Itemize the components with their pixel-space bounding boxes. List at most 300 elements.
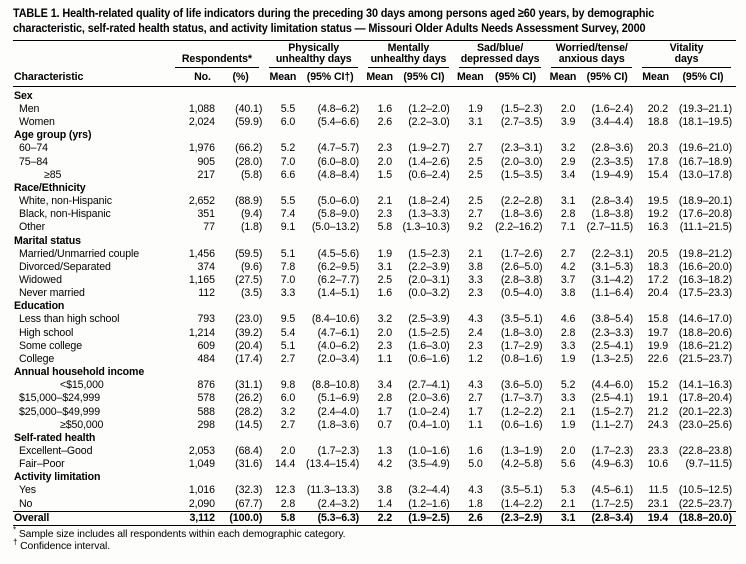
no-cell: 1,214 (188, 326, 215, 339)
mean-header: Mean (454, 68, 485, 87)
row-label: Overall (13, 511, 170, 525)
row-label: Other (19, 221, 45, 234)
footnote-marker: * (13, 525, 17, 535)
mean-cell: 22.6 (647, 352, 668, 365)
table-row (13, 445, 736, 458)
mean-cell: 5.3 (560, 484, 576, 497)
mean-cell: 19.7 (647, 326, 668, 339)
ci-cell: (4.8–6.2) (317, 102, 360, 115)
sub-header-row (13, 68, 736, 87)
ci-cell: (4.5–5.6) (317, 247, 360, 260)
mean-cell: 9.1 (280, 221, 296, 234)
ci-cell: (6.2–9.5) (317, 260, 360, 273)
mean-cell: 3.1 (546, 511, 577, 525)
mean-cell: 2.8 (280, 497, 296, 510)
no-cell: 588 (197, 405, 215, 418)
table-row (13, 313, 736, 326)
ci-cell: (1.0–1.6) (408, 445, 450, 457)
mean-cell: 7.0 (280, 273, 296, 286)
table-row (13, 261, 736, 274)
ci-cell: (21.5–23.7) (678, 352, 732, 365)
col-group-respondents (170, 43, 265, 68)
ci-cell: (1.5–2.3) (408, 247, 450, 260)
mean-cell: 1.6 (468, 445, 483, 457)
mean-cell: 5.0 (468, 458, 483, 471)
ci-cell: (3.5–4.9) (408, 458, 450, 471)
mean-cell: 10.6 (647, 458, 668, 471)
col-group-physically-unhealthy-days: Physically unhealthy days (264, 43, 363, 68)
ci-cell: (1.1–2.7) (591, 418, 634, 431)
ci-cell: (4.2–5.8) (500, 458, 543, 471)
no-cell: 77 (203, 221, 215, 234)
table-row (13, 484, 736, 497)
no-cell: 2,652 (188, 195, 215, 208)
table-title-line-2: characteristic, self-rated health status, and activity limitation status — Missouri Older Adults Needs Assessment Survey, 2000 (13, 20, 646, 35)
mean-cell: 2.9 (560, 155, 576, 168)
ci-cell: (1.7–2.6) (500, 247, 543, 260)
mean-cell: 14.4 (274, 458, 296, 471)
no-cell: 1,016 (188, 484, 215, 497)
mean-cell: 23.1 (647, 497, 668, 510)
pct-cell: (67.7) (235, 497, 263, 510)
ci-cell: (0.8–1.6) (500, 352, 543, 365)
mean-cell: 3.4 (560, 168, 576, 181)
hrqol-indicators-table (13, 43, 736, 526)
mean-cell: 2.5 (468, 195, 483, 208)
row-label: Less than high school (19, 313, 120, 326)
mean-cell: 3.3 (280, 287, 296, 300)
ci-cell: (0.0–3.2) (408, 287, 450, 300)
row-label: College (19, 352, 55, 365)
col-group-label: Sad/blue/ (476, 41, 524, 54)
section-label: Sex (14, 89, 33, 102)
ci-cell: (2.3–2.9) (485, 511, 547, 525)
mean-cell: 5.1 (280, 247, 296, 260)
ci-cell: (22.5–23.7) (678, 497, 732, 510)
table-row (13, 195, 736, 208)
no-cell: 1,165 (188, 273, 215, 286)
no-cell: 609 (197, 339, 215, 352)
ci-cell: (16.6–20.0) (678, 260, 732, 273)
table-title (13, 6, 736, 36)
mean-cell: 2.3 (468, 339, 483, 352)
row-label: <$15,000 (60, 379, 104, 392)
row-label: Fair–Poor (19, 458, 65, 471)
mean-header: Mean (363, 68, 394, 87)
mean-cell: 3.8 (560, 287, 576, 300)
no-cell: 298 (197, 418, 215, 431)
ci-cell: (16.7–18.9) (678, 155, 732, 168)
col-group-label: Vitality (669, 41, 704, 54)
mean-cell: 2.5 (468, 168, 483, 181)
characteristic-header: Characteristic (13, 68, 170, 87)
row-label: Some college (19, 339, 82, 352)
mean-cell: 6.0 (280, 116, 296, 129)
mean-cell: 12.3 (274, 484, 296, 497)
no-cell: 112 (198, 287, 215, 300)
table-row (13, 406, 736, 419)
mean-cell: 2.7 (280, 418, 296, 431)
footnote-confidence-interval (13, 537, 736, 553)
ci-header: (95% CI) (577, 68, 637, 87)
no-cell: 578 (197, 392, 215, 405)
ci-cell: (17.6–20.8) (678, 208, 732, 221)
ci-cell: (3.5–5.1) (500, 484, 543, 497)
ci-cell: (1.2–1.6) (408, 497, 450, 510)
mean-cell: 4.2 (377, 458, 393, 471)
ci-cell: (6.0–8.0) (317, 155, 360, 168)
row-label: White, non-Hispanic (19, 195, 112, 208)
section-row (13, 182, 736, 195)
table-row (13, 327, 736, 340)
no-cell: 1,049 (188, 458, 215, 471)
mean-cell: 3.2 (560, 142, 576, 155)
ci-cell: (3.2–4.4) (408, 484, 450, 497)
mean-cell: 1.5 (377, 168, 393, 181)
ci-cell: (5.0–13.2) (311, 221, 360, 234)
mean-cell: 1.1 (377, 352, 393, 365)
ci-cell: (1.7–2.9) (500, 339, 543, 352)
pct-cell: (88.9) (235, 195, 263, 208)
section-label: Self-rated health (14, 431, 96, 444)
mean-cell: 2.3 (377, 142, 393, 155)
pct-cell: (59.9) (235, 116, 263, 129)
table-title-line-1: TABLE 1. Health-related quality of life indicators during the preceding 30 days among persons aged ≥60 years, by demographic (13, 6, 655, 20)
table-row (13, 274, 736, 287)
pct-cell: (100.0) (217, 511, 264, 525)
mean-cell: 3.9 (560, 116, 576, 129)
mean-cell: 4.3 (468, 379, 483, 392)
mean-cell: 3.7 (560, 273, 576, 286)
table-row (13, 116, 736, 129)
section-label: Age group (yrs) (14, 129, 92, 142)
ci-cell: (1.9–2.7) (408, 142, 450, 155)
ci-cell: (2.5–3.9) (408, 313, 450, 326)
ci-cell: (20.1–22.3) (678, 405, 732, 418)
col-group-mentally-unhealthy-days: Mentally unhealthy days (363, 43, 454, 68)
mean-cell: 2.4 (468, 326, 483, 339)
ci-cell: (1.4–2.6) (408, 155, 450, 168)
mean-cell: 7.0 (280, 155, 296, 168)
mean-cell: 2.8 (560, 208, 576, 221)
mean-cell: 19.2 (647, 208, 668, 221)
no-cell: 484 (197, 352, 215, 365)
ci-cell: (16.3–18.2) (678, 273, 732, 286)
mean-cell: 2.6 (454, 511, 485, 525)
no-cell: 351 (197, 208, 215, 221)
no-cell: 1,976 (188, 142, 215, 155)
mean-cell: 2.1 (468, 247, 483, 260)
row-label: Yes (19, 484, 36, 497)
ci-cell: (1.9–4.9) (591, 168, 634, 181)
row-label: 75–84 (19, 155, 48, 168)
table-row (13, 419, 736, 432)
ci-cell: (1.6–2.4) (591, 102, 634, 115)
mean-cell: 2.7 (468, 142, 483, 155)
pct-cell: (31.6) (235, 458, 263, 471)
pct-cell: (26.2) (235, 392, 263, 405)
ci-cell: (2.2–3.9) (408, 260, 450, 273)
col-group-label: Physically (288, 41, 340, 54)
mean-cell: 1.9 (560, 418, 576, 431)
mean-cell: 1.6 (377, 102, 393, 115)
ci-cell: (4.9–6.3) (591, 458, 634, 471)
table-row (13, 208, 736, 221)
table-row (13, 458, 736, 471)
ci-cell: (2.4–3.2) (317, 497, 360, 510)
footnotes (13, 525, 736, 554)
mean-cell: 7.1 (560, 221, 576, 234)
ci-cell: (1.8–3.0) (500, 326, 543, 339)
row-label: 60–74 (19, 142, 48, 155)
ci-cell: (1.3–2.5) (591, 352, 634, 365)
ci-header: (95% CI) (670, 68, 736, 87)
ci-cell: (2.0–3.4) (317, 352, 360, 365)
mean-header: Mean (546, 68, 577, 87)
mean-cell: 5.6 (560, 458, 576, 471)
ci-cell: (0.6–1.6) (408, 352, 450, 365)
no-cell: 1,088 (188, 102, 215, 115)
table-row (13, 142, 736, 155)
mean-cell: 2.3 (377, 339, 393, 352)
ci-cell: (5.4–6.6) (317, 116, 360, 129)
ci-cell: (1.7–3.7) (500, 392, 543, 405)
pct-cell: (66.2) (235, 142, 263, 155)
ci-cell: (1.7–2.5) (591, 497, 634, 510)
mean-cell: 3.1 (560, 195, 576, 208)
mean-cell: 2.1 (560, 405, 576, 418)
pct-cell: (9.6) (240, 260, 263, 273)
mean-cell: 1.6 (377, 287, 393, 300)
mean-cell: 15.8 (647, 313, 668, 326)
mean-cell: 19.9 (647, 339, 668, 352)
col-group-label: Mentally (387, 41, 430, 54)
mean-cell: 7.4 (280, 208, 296, 221)
mean-cell: 3.8 (377, 484, 393, 497)
mean-cell: 5.5 (280, 195, 296, 208)
col-group-vitality-days: Vitality days (637, 43, 736, 68)
pct-cell: (32.3) (235, 484, 263, 497)
mean-cell: 2.5 (468, 155, 483, 168)
ci-cell: (1.7–2.3) (591, 445, 634, 457)
row-label: Married/Unmarried couple (19, 247, 140, 260)
mean-cell: 1.4 (377, 497, 393, 510)
col-group-label: Respondents* (181, 53, 252, 66)
ci-cell: (4.8–8.4) (317, 168, 360, 181)
table-row (13, 498, 736, 512)
no-cell: 905 (197, 155, 215, 168)
ci-cell: (1.5–2.5) (408, 326, 450, 339)
ci-cell: (2.8–3.4) (591, 195, 634, 208)
ci-cell: (8.4–10.6) (311, 313, 360, 326)
no-cell: 2,053 (188, 445, 215, 457)
mean-cell: 1.7 (468, 405, 483, 418)
mean-cell: 2.3 (468, 287, 483, 300)
ci-cell: (5.1–6.9) (317, 392, 360, 405)
ci-cell: (11.1–21.5) (679, 221, 732, 234)
row-label: Widowed (19, 273, 62, 286)
ci-cell: (18.9–20.1) (678, 195, 732, 208)
mean-cell: 4.3 (468, 313, 483, 326)
mean-cell: 23.3 (647, 445, 668, 457)
ci-cell: (19.8–21.2) (678, 247, 732, 260)
mean-cell: 2.1 (560, 497, 576, 510)
col-group-sad-blue-depressed-days: Sad/blue/ depressed days (454, 43, 547, 68)
ci-cell: (1.2–2.0) (408, 102, 450, 115)
ci-cell: (2.0–3.6) (408, 392, 450, 405)
table-row (13, 287, 736, 300)
ci-cell: (1.5–2.7) (591, 405, 634, 418)
mean-cell: 4.3 (468, 484, 483, 497)
ci-cell: (22.8–23.8) (678, 445, 732, 457)
no-cell: 2,090 (188, 497, 215, 510)
row-label: No (19, 497, 33, 510)
pct-header: (%) (217, 68, 264, 87)
footnote-marker: † (13, 537, 18, 547)
row-label: Never married (19, 287, 85, 300)
table-row (13, 156, 736, 169)
mean-cell: 2.5 (377, 273, 393, 286)
mean-cell: 9.2 (468, 221, 483, 234)
table-body (13, 86, 736, 525)
ci-cell: (0.4–1.0) (408, 418, 450, 431)
ci-cell: (0.6–1.6) (500, 418, 543, 431)
no-cell: 217 (197, 168, 215, 181)
mean-cell: 3.2 (280, 405, 296, 418)
mean-cell: 18.8 (647, 116, 668, 129)
ci-cell: (1.0–2.4) (408, 405, 450, 418)
ci-cell: (6.2–7.7) (317, 273, 360, 286)
mean-cell: 2.0 (280, 445, 296, 457)
mean-cell: 2.6 (377, 116, 393, 129)
ci-cell: (3.4–4.4) (591, 116, 634, 129)
ci-header-dagger: (95% CI†) (297, 68, 363, 87)
no-cell: 876 (197, 379, 215, 392)
overall-row (13, 511, 736, 525)
mean-cell: 20.5 (647, 247, 668, 260)
mean-cell: 15.2 (647, 379, 668, 392)
mean-cell: 2.7 (280, 352, 296, 365)
table-row (13, 340, 736, 353)
row-label: Divorced/Separated (19, 260, 111, 273)
ci-cell: (3.1–5.3) (591, 260, 634, 273)
row-label: ≥$50,000 (60, 418, 104, 431)
pct-cell: (5.8) (240, 168, 263, 181)
pct-cell: (17.4) (235, 352, 263, 365)
ci-cell: (17.8–20.4) (678, 392, 732, 405)
mean-cell: 5.5 (280, 102, 296, 115)
characteristic-header-spacer (13, 43, 170, 68)
mean-cell: 1.9 (468, 102, 483, 115)
ci-cell: (1.6–3.0) (408, 339, 450, 352)
ci-cell: (1.8–2.4) (408, 195, 450, 208)
ci-cell: (5.0–6.0) (317, 195, 360, 208)
ci-cell: (3.6–5.0) (500, 379, 543, 392)
ci-cell: (1.3–10.3) (402, 221, 450, 234)
ci-cell: (3.8–5.4) (591, 313, 634, 326)
ci-cell: (10.5–12.5) (678, 484, 732, 497)
ci-cell: (1.4–5.1) (317, 287, 360, 300)
mean-cell: 2.3 (377, 208, 393, 221)
mean-cell: 24.3 (647, 418, 668, 431)
mean-cell: 4.6 (560, 313, 576, 326)
section-label: Activity limitation (14, 471, 101, 484)
no-cell: 2,024 (188, 116, 215, 129)
no-cell: 1,456 (188, 247, 215, 260)
mean-cell: 20.4 (647, 287, 668, 300)
section-label: Race/Ethnicity (14, 181, 86, 194)
mean-cell: 6.0 (280, 392, 296, 405)
mean-cell: 5.2 (560, 379, 576, 392)
mean-cell: 15.4 (647, 168, 668, 181)
pct-cell: (1.8) (240, 221, 263, 234)
no-header: No. (170, 68, 217, 87)
ci-cell: (0.6–2.4) (408, 168, 450, 181)
row-label: ≥85 (44, 168, 62, 181)
section-label: Marital status (14, 234, 81, 247)
mean-cell: 3.2 (377, 313, 393, 326)
no-cell: 3,112 (170, 511, 217, 525)
mean-cell: 19.1 (647, 392, 668, 405)
ci-cell: (1.2–2.2) (500, 405, 543, 418)
mean-cell: 3.1 (377, 260, 393, 273)
mean-header: Mean (264, 68, 297, 87)
table-row (13, 392, 736, 405)
mean-cell: 1.9 (377, 247, 393, 260)
ci-cell: (2.7–11.5) (586, 221, 634, 234)
ci-cell: (2.2–16.2) (495, 221, 543, 234)
mean-cell: 2.0 (560, 102, 576, 115)
no-cell: 793 (197, 313, 215, 326)
ci-cell: (1.9–2.5) (394, 511, 454, 525)
mean-cell: 11.5 (648, 484, 668, 497)
ci-cell: (2.8–3.8) (500, 273, 543, 286)
ci-header: (95% CI) (485, 68, 547, 87)
pct-cell: (14.5) (235, 418, 263, 431)
mean-cell: 16.3 (647, 221, 668, 234)
mean-cell: 0.7 (377, 418, 393, 431)
ci-cell: (8.8–10.8) (311, 379, 360, 392)
ci-cell: (23.0–25.6) (678, 418, 732, 431)
pct-cell: (40.1) (235, 102, 263, 115)
section-row (13, 471, 736, 484)
mean-cell: 1.7 (377, 405, 393, 418)
ci-cell: (2.8–3.4) (577, 511, 637, 525)
ci-cell: (2.5–4.1) (591, 392, 634, 405)
pct-cell: (23.0) (235, 313, 263, 326)
ci-cell: (2.7–3.5) (500, 116, 543, 129)
footnote-sample-size (13, 525, 736, 541)
ci-cell: (1.8–3.8) (591, 208, 634, 221)
row-label: $15,000–$24,999 (19, 392, 100, 405)
ci-cell: (5.8–9.0) (317, 208, 360, 221)
ci-cell: (18.1–19.5) (678, 116, 732, 129)
pct-cell: (9.4) (240, 208, 263, 221)
mean-cell: 9.8 (280, 379, 296, 392)
footnote-text: Confidence interval. (20, 541, 110, 553)
mean-cell: 20.2 (647, 102, 668, 115)
section-row (13, 300, 736, 313)
mean-cell: 3.1 (468, 116, 483, 129)
mean-cell: 2.0 (560, 445, 576, 457)
ci-cell: (0.5–4.0) (500, 287, 543, 300)
section-label: Annual household income (14, 366, 145, 379)
ci-cell: (2.3–3.1) (500, 142, 543, 155)
ci-cell: (4.0–6.2) (317, 339, 360, 352)
mean-cell: 1.2 (468, 352, 483, 365)
section-row (13, 432, 736, 445)
mean-cell: 2.8 (377, 392, 393, 405)
